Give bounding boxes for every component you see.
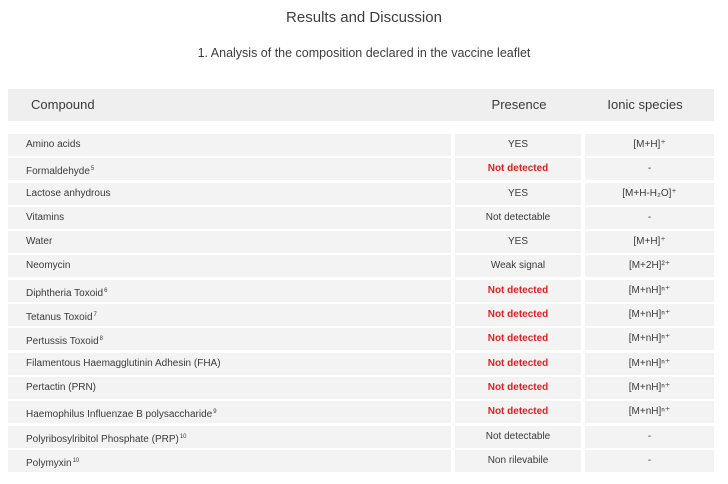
compound-cell	[8, 183, 451, 205]
compound-cell	[8, 401, 451, 423]
ionic-species-cell: [M+H-H₂O]⁺	[585, 183, 714, 205]
presence-cell: Not detected	[455, 353, 581, 375]
presence-cell: Not detected	[455, 280, 581, 302]
compound-name: Filamentous Haemagglutinin Adhesin (FHA)	[26, 357, 221, 369]
compound-name: Tetanus Toxoid	[26, 312, 93, 324]
footnote-marker: 7	[93, 312, 97, 319]
compound-name: Polyribosylribitol Phosphate (PRP)	[26, 433, 179, 445]
compound-cell	[8, 280, 451, 302]
table-row	[8, 353, 714, 377]
ionic-species-cell: [M+H]⁺	[585, 134, 714, 156]
compound-name: Neomycin	[26, 260, 71, 272]
table-row	[8, 328, 714, 352]
presence-cell: Not detectable	[455, 207, 581, 229]
compound-cell	[8, 255, 451, 277]
compound-cell	[8, 450, 451, 472]
table-row	[8, 207, 714, 231]
compound-name: Water	[26, 236, 53, 248]
compound-name: Vitamins	[26, 211, 65, 223]
presence-cell: Non rilevabile	[455, 450, 581, 472]
ionic-species-cell: [M+nH]ⁿ⁺	[585, 280, 714, 302]
header-presence: Presence	[491, 97, 547, 112]
table-row	[8, 401, 714, 425]
table-row	[8, 450, 714, 474]
presence-cell: Not detected	[455, 401, 581, 423]
table-header	[8, 89, 714, 121]
footnote-marker: 8	[99, 336, 103, 343]
compound-cell	[8, 207, 451, 229]
ionic-species-cell: [M+nH]ⁿ⁺	[585, 353, 714, 375]
compound-name: Polymyxin	[26, 457, 72, 469]
table-row	[8, 426, 714, 450]
compound-cell	[8, 426, 451, 448]
ionic-species-cell: [M+nH]ⁿ⁺	[585, 377, 714, 399]
table-row	[8, 158, 714, 182]
table-row	[8, 377, 714, 401]
presence-cell: YES	[455, 134, 581, 156]
ionic-species-cell: -	[585, 207, 714, 229]
page-title: Results and Discussion	[286, 9, 442, 26]
presence-cell: YES	[455, 183, 581, 205]
table-row	[8, 280, 714, 304]
footnote-marker: 5	[90, 166, 95, 173]
compound-name: Pertactin (PRN)	[26, 381, 97, 393]
compound-cell	[8, 231, 451, 253]
compound-name: Haemophilus Influenzae B polysaccharide	[26, 409, 213, 421]
footnote-marker: 10	[72, 457, 80, 464]
ionic-species-cell: [M+nH]ⁿ⁺	[585, 304, 714, 326]
footnote-marker: 9	[213, 409, 217, 416]
presence-cell: Not detected	[455, 377, 581, 399]
compound-cell	[8, 158, 451, 180]
footnote-marker: 6	[104, 287, 108, 294]
compound-cell	[8, 328, 451, 350]
footnote-marker: 10	[179, 433, 187, 440]
presence-cell: Weak signal	[455, 255, 581, 277]
table-row	[8, 231, 714, 255]
presence-cell: YES	[455, 231, 581, 253]
table-row	[8, 304, 714, 328]
compound-name: Pertussis Toxoid	[26, 336, 99, 348]
table-row	[8, 134, 714, 158]
compound-name: Amino acids	[26, 139, 81, 150]
presence-cell: Not detected	[455, 158, 581, 180]
table-row	[8, 183, 714, 207]
compound-cell	[8, 353, 451, 375]
presence-cell: Not detected	[455, 328, 581, 350]
header-ionic-species: Ionic species	[607, 97, 683, 112]
compound-name: Formaldehyde	[26, 166, 90, 178]
presence-cell: Not detected	[455, 304, 581, 326]
compound-name: Diphtheria Toxoid	[26, 287, 104, 299]
table-row	[8, 255, 714, 279]
ionic-species-cell: [M+2H]²⁺	[585, 255, 714, 277]
ionic-species-cell: -	[585, 450, 714, 472]
compound-cell	[8, 304, 451, 326]
ionic-species-cell: [M+nH]ⁿ⁺	[585, 328, 714, 350]
ionic-species-cell: -	[585, 426, 714, 448]
ionic-species-cell: [M+H]⁺	[585, 231, 714, 253]
header-compound: Compound	[31, 97, 95, 112]
table-body	[8, 134, 714, 474]
compound-cell	[8, 377, 451, 399]
section-subtitle: 1. Analysis of the composition declared in the vaccine leaflet	[197, 46, 531, 60]
compound-name: Lactose anhydrous	[26, 187, 111, 199]
ionic-species-cell: -	[585, 158, 714, 180]
compound-cell	[8, 134, 451, 156]
presence-cell: Not detectable	[455, 426, 581, 448]
ionic-species-cell: [M+nH]ⁿ⁺	[585, 401, 714, 423]
